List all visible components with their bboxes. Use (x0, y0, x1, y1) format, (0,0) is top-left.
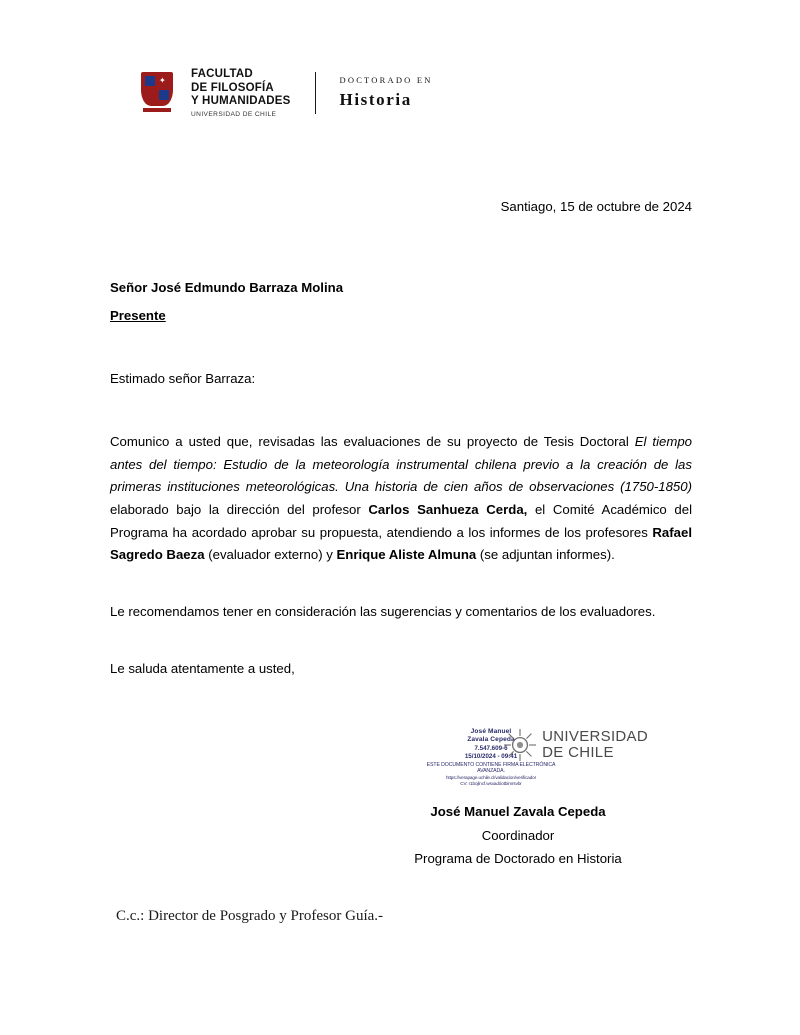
letter-addressee: Señor José Edmundo Barraza Molina (110, 279, 344, 295)
p1-segment-a: Comunico a usted que, revisadas las evaluaciones de su proyecto de Tesis Doctoral (110, 433, 635, 449)
director-name: Carlos Sanhueza Cerda, (368, 501, 528, 517)
p1-segment-b: elaborado bajo la dirección del profesor (110, 501, 369, 517)
thesis-title: El tiempo antes del tiempo: Estudio de la meteorología instrumental chilena previo a la creación de las primeras instituciones meteorológicas. Una historia de cien años de observaciones (1750-1850) (110, 433, 692, 495)
p1-segment-d: (evaluador externo) y (204, 547, 337, 563)
stamp-datetime: 15/10/2024 - 09:41 (464, 752, 518, 760)
evaluator-1-name: Rafael Sagredo Baeza (110, 524, 692, 563)
stamp-rut: 7.547.609-6 (474, 744, 508, 752)
signature-block (300, 800, 736, 871)
letter-presente: Presente (110, 308, 166, 324)
faculty-line-4: UNIVERSIDAD DE CHILE (191, 110, 277, 118)
faculty-line-3: Y HUMANIDADES (191, 95, 291, 108)
faculty-line-1: FACULTAD (191, 68, 253, 80)
university-logo-line-2: DE CHILE (542, 744, 614, 761)
letterhead-divider (315, 72, 316, 114)
university-of-chile-crest-icon: ✦ (141, 72, 173, 114)
program-name: Historia (339, 90, 412, 110)
stamp-signer-line-2: Zavala Cepeda (467, 736, 515, 744)
faculty-name (191, 68, 291, 118)
letterhead (141, 68, 433, 118)
letter-greeting: Estimado señor Barraza: (110, 371, 256, 387)
stamp-verify-url[interactable]: https://verapage.uchile.cl/validacion/verificador (445, 775, 537, 781)
stamp-cv-code: CV: r1bojlncf.wsxadóotbimrsvbr (460, 780, 522, 786)
carbon-copy-line: C.c.: Director de Posgrado y Profesor Guía.- (116, 908, 384, 924)
university-logo-line-1: UNIVERSIDAD (542, 727, 648, 745)
signatory-role: Coordinador (481, 827, 555, 843)
p1-segment-c: el Comité Académico del Programa ha acordado aprobar su propuesta, atendiendo a los informes de los profesores (110, 501, 692, 540)
evaluator-2-name: Enrique Aliste Almuna (336, 547, 477, 563)
letter-paragraph-2: Le recomendamos tener en consideración las sugerencias y comentarios de los evaluadores. (110, 604, 656, 620)
signatory-name: José Manuel Zavala Cepeda (430, 804, 606, 819)
signatory-program: Programa de Doctorado en Historia (414, 851, 622, 866)
university-logo-text (542, 729, 648, 761)
stamp-signer-line-1: José Manuel (470, 728, 512, 735)
electronic-signature-stamp (416, 728, 648, 796)
stamp-legal-notice: ESTE DOCUMENTO CONTIENE FIRMA ELECTRÓNICA AVANZADA. (426, 761, 556, 775)
program-overline: DOCTORADO EN (339, 75, 433, 86)
program-name-block (340, 75, 433, 111)
university-logo (503, 728, 648, 762)
letter-date: Santiago, 15 de octubre de 2024 (500, 199, 692, 214)
p1-segment-e: (se adjuntan informes). (476, 547, 615, 563)
letter-body (110, 196, 692, 680)
university-of-chile-sun-icon (503, 728, 537, 762)
letter-paragraph-1 (110, 431, 692, 567)
faculty-line-2: DE FILOSOFÍA (191, 81, 274, 94)
letter-closing: Le saluda atentamente a usted, (110, 660, 295, 676)
